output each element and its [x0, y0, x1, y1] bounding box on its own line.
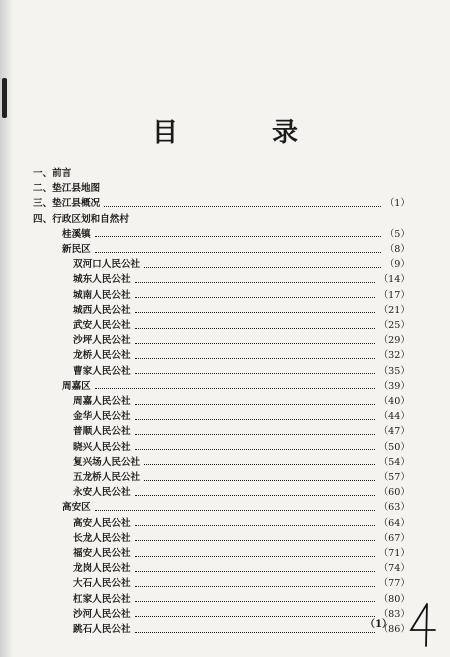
toc-entry-page: （35）	[378, 365, 410, 377]
toc-entry-page: （44）	[378, 411, 410, 423]
toc-entry-page: （17）	[378, 289, 410, 301]
toc-entry-label: 复兴场人民公社	[73, 456, 141, 468]
toc-entry	[0, 258, 450, 272]
toc-entry-page: （47）	[378, 426, 410, 438]
toc-entry-label: 永安人民公社	[73, 487, 131, 499]
toc-entry	[0, 167, 450, 181]
toc-entry-page: （8）	[384, 244, 410, 255]
toc-entry-label: 新民区	[62, 244, 91, 255]
toc-entry-page: （86）	[378, 624, 410, 635]
toc-dot-leader	[135, 556, 375, 557]
toc-dot-leader	[135, 449, 375, 450]
toc-dot-leader	[135, 540, 375, 541]
toc-entry-page: （21）	[378, 304, 410, 316]
toc-entry-label: 龙桥人民公社	[73, 350, 131, 362]
toc-entry-page: （25）	[378, 320, 410, 331]
toc-entry	[0, 517, 450, 531]
toc-entry	[0, 365, 450, 379]
toc-entry-label: 四、行政区划和自然村	[33, 213, 129, 225]
toc-entry	[0, 410, 450, 424]
toc-entry	[0, 425, 450, 439]
toc-entry-label: 五龙桥人民公社	[73, 472, 141, 483]
toc-entry-label: 晓兴人民公社	[73, 441, 131, 453]
handwritten-mark	[405, 600, 441, 648]
toc-entry-page: （50）	[378, 441, 410, 453]
toc-dot-leader	[95, 252, 381, 253]
toc-entry-label: 沙坪人民公社	[73, 335, 131, 347]
toc-dot-leader	[135, 343, 375, 344]
toc-entry-page: （40）	[378, 396, 410, 407]
toc-entry-label: 普顺人民公社	[73, 426, 131, 438]
toc-entry-label: 曹家人民公社	[73, 365, 131, 377]
toc-entry	[0, 471, 450, 485]
toc-dot-leader	[144, 464, 374, 465]
toc-entry-label: 周嘉人民公社	[73, 396, 131, 407]
toc-dot-leader	[135, 601, 375, 602]
toc-entry-page: （1）	[384, 198, 410, 210]
toc-entry	[0, 577, 450, 591]
toc-entry-label: 武安人民公社	[73, 320, 131, 331]
toc-dot-leader	[95, 388, 375, 389]
toc-dot-leader	[135, 358, 375, 359]
toc-dot-leader	[144, 480, 374, 481]
toc-entry-label: 城东人民公社	[73, 274, 131, 286]
toc-entry	[0, 289, 450, 303]
toc-dot-leader	[135, 419, 375, 420]
toc-entry	[0, 501, 450, 515]
toc-entry	[0, 182, 450, 196]
toc-dot-leader	[135, 282, 375, 283]
toc-entry-label: 二、垫江县地图	[33, 183, 101, 195]
toc-entry	[0, 334, 450, 348]
toc-entry-label: 长龙人民公社	[73, 532, 131, 544]
toc-entry	[0, 395, 450, 409]
toc-entry-page: （39）	[378, 380, 410, 392]
toc-entry-page: （77）	[378, 578, 410, 590]
toc-dot-leader	[95, 236, 381, 237]
toc-entry	[0, 243, 450, 257]
toc-entry	[0, 547, 450, 561]
toc-entry-page: （64）	[378, 517, 410, 529]
toc-entry-label: 高安区	[62, 502, 91, 514]
toc-dot-leader	[135, 632, 375, 633]
toc-dot-leader	[135, 571, 375, 572]
toc-dot-leader	[144, 267, 381, 268]
toc-entry-page: （60）	[378, 487, 410, 499]
toc-entry	[0, 532, 450, 546]
toc-dot-leader	[135, 328, 375, 329]
toc-dot-leader	[135, 586, 375, 587]
toc-dot-leader	[135, 525, 375, 526]
toc-entry-page: （67）	[378, 532, 410, 544]
toc-entry-label: 高安人民公社	[73, 517, 131, 529]
toc-entry-label: 城南人民公社	[73, 289, 131, 301]
footer-page-number: （1）	[365, 619, 392, 630]
toc-entry	[0, 441, 450, 455]
toc-dot-leader	[135, 373, 375, 374]
toc-entry-page: （54）	[378, 456, 410, 468]
toc-entry-label: 福安人民公社	[73, 548, 131, 559]
toc-entry-page: （32）	[378, 350, 410, 362]
toc-entry	[0, 304, 450, 318]
toc-entry-page: （74）	[378, 563, 410, 575]
toc-entry	[0, 228, 450, 242]
toc-entry-label: 沙河人民公社	[73, 608, 131, 620]
toc-entry-page: （29）	[378, 335, 410, 347]
toc-entry-label: 跳石人民公社	[73, 624, 131, 635]
toc-entry-label: 大石人民公社	[73, 578, 131, 590]
toc-entry	[0, 319, 450, 333]
toc-entry-label: 桂溪镇	[62, 228, 91, 240]
toc-entry-label: 双河口人民公社	[73, 259, 141, 271]
toc-entry-page: （80）	[378, 593, 410, 605]
toc-dot-leader	[135, 297, 375, 298]
toc-entry-label: 周嘉区	[62, 380, 91, 392]
toc-entry-page: （9）	[384, 259, 410, 271]
toc-dot-leader	[95, 510, 375, 511]
toc-dot-leader	[135, 495, 375, 496]
toc-dot-leader	[104, 206, 381, 207]
toc-entry	[0, 197, 450, 211]
toc-dot-leader	[135, 616, 375, 617]
toc-entry-label: 城西人民公社	[73, 304, 131, 316]
toc-dot-leader	[135, 434, 375, 435]
toc-entry-page: （83）	[378, 608, 410, 620]
toc-entry-label: 杠家人民公社	[73, 593, 131, 605]
toc-entry	[0, 380, 450, 394]
toc-entry-page: （57）	[378, 472, 410, 483]
toc-entry-label: 金华人民公社	[73, 411, 131, 423]
toc-entry	[0, 456, 450, 470]
toc-entry-page: （63）	[378, 502, 410, 514]
toc-entry-page: （71）	[378, 548, 410, 559]
toc-entry	[0, 349, 450, 363]
toc-entry	[0, 562, 450, 576]
toc-dot-leader	[135, 404, 375, 405]
toc-entry-label: 一、前言	[33, 168, 72, 179]
toc-entry	[0, 593, 450, 607]
toc-entry-page: （14）	[378, 274, 410, 286]
toc-dot-leader	[135, 312, 375, 313]
toc-entry	[0, 486, 450, 500]
toc-entry	[0, 213, 450, 227]
toc-entry-label: 龙岗人民公社	[73, 563, 131, 575]
page-title: 目 录	[151, 118, 332, 148]
toc-entry-page: （5）	[384, 228, 410, 240]
toc-entry	[0, 273, 450, 287]
toc-entry-label: 三、垫江县概况	[33, 198, 101, 210]
